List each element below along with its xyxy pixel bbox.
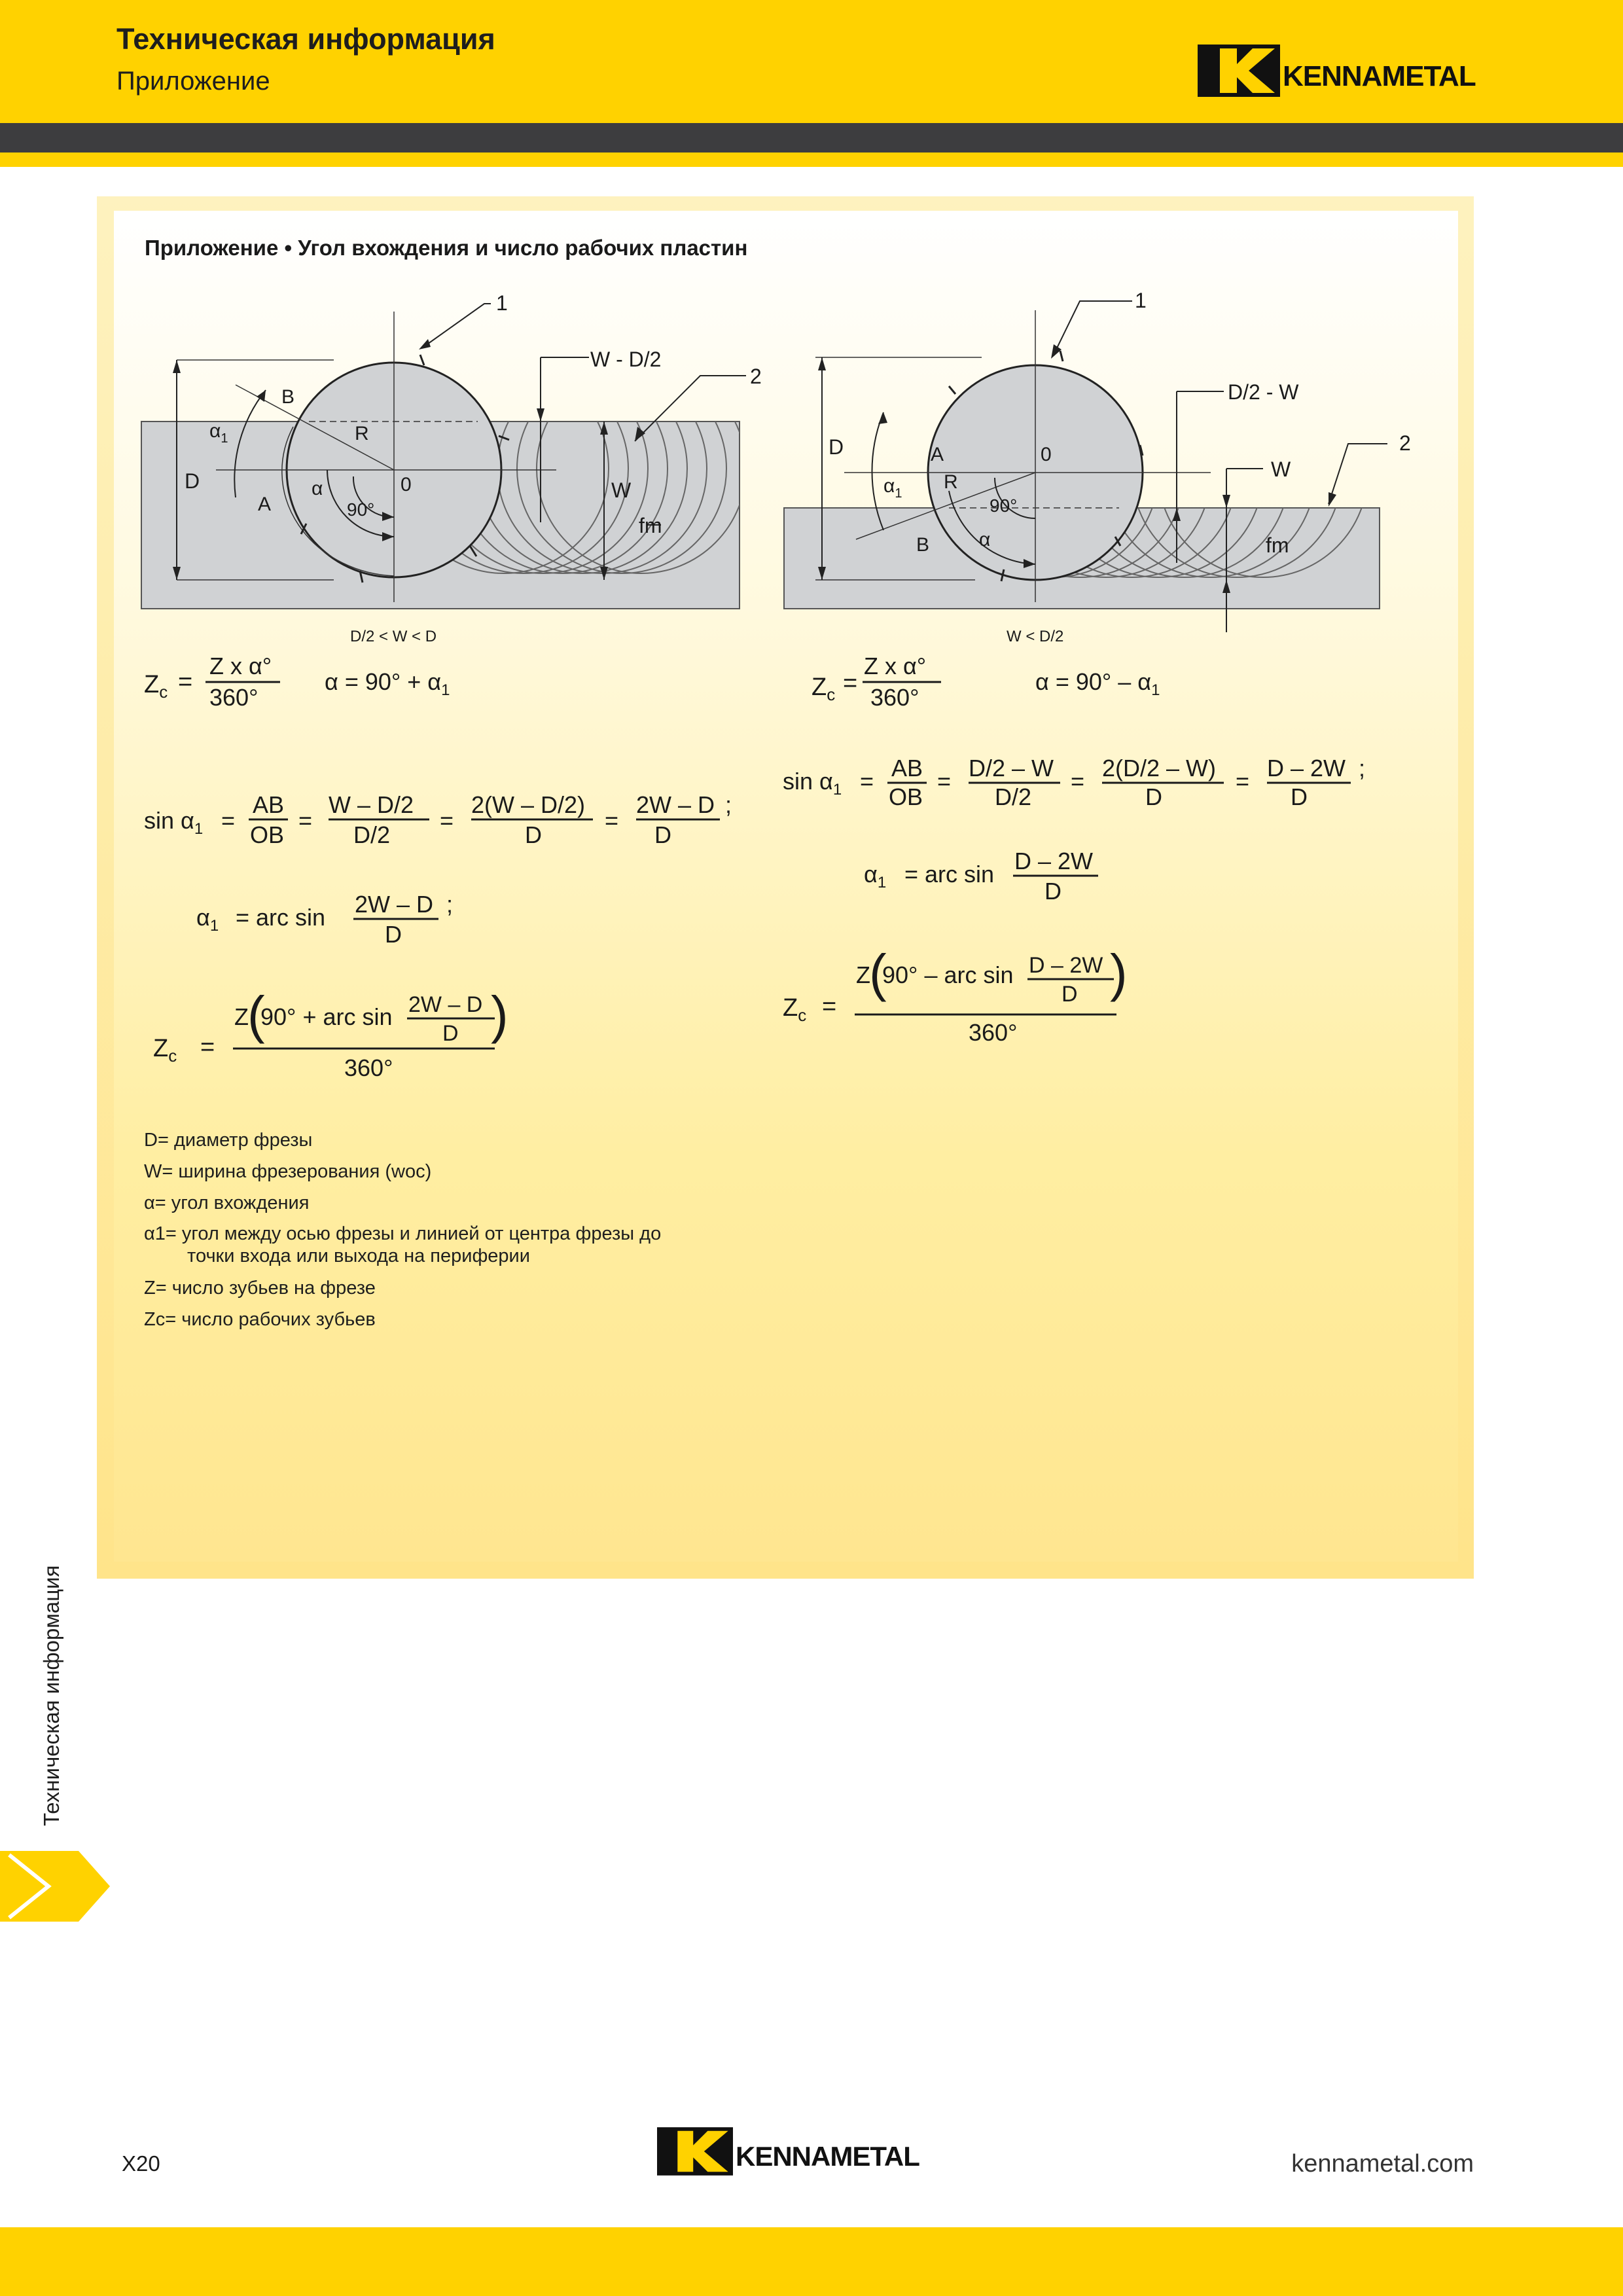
svg-text:D/2: D/2	[353, 821, 391, 848]
svg-text:α = 90° – α1: $\alpha = 90^\circ - \alpha_1$	[1035, 668, 1160, 699]
brand-logo	[1198, 45, 1476, 97]
svg-text:D: D	[1291, 783, 1308, 810]
diagram-caption: W < D/2	[1007, 628, 1064, 645]
formulas-left	[137, 648, 766, 1093]
callout-1: 1	[1135, 289, 1147, 312]
svg-text:=: =	[843, 670, 858, 697]
svg-text:α = 90° + α1: $\alpha = 90^\circ + \alpha_1$	[325, 668, 450, 699]
svg-text:OB: OB	[889, 783, 923, 810]
svg-text:D: D	[442, 1021, 459, 1046]
label-d: D	[185, 469, 200, 493]
svg-text:=: =	[1071, 768, 1085, 795]
formula-arcsin	[864, 848, 1098, 905]
svg-text:;: ;	[1359, 755, 1366, 781]
formula-sin-alpha1	[783, 755, 1365, 810]
svg-text:Z: Z	[856, 961, 870, 988]
svg-text:=: =	[1236, 768, 1250, 795]
label-90: 90°	[347, 499, 375, 520]
formula-arcsin	[196, 891, 453, 948]
label-d2-minus-w: D/2 - W	[1228, 380, 1299, 404]
svg-text:AB: AB	[891, 755, 923, 781]
legend-item: Z = число зубьев на фрезе	[144, 1278, 376, 1299]
legend-item: α = угол вхождения	[144, 1193, 310, 1213]
svg-text:2W – D: 2W – D	[408, 992, 483, 1017]
logo-text: KENNAMETAL	[1283, 60, 1476, 92]
svg-text:90° + arc sin: 90° + arc sin	[260, 1003, 393, 1030]
svg-text:D – 2W: D – 2W	[1267, 755, 1346, 781]
svg-text:): )	[491, 986, 508, 1044]
svg-text:D/2: D/2	[995, 783, 1032, 810]
footer-url[interactable]: kennametal.com	[1291, 2150, 1474, 2178]
svg-text:;: ;	[725, 791, 732, 818]
legend	[144, 1124, 661, 1335]
kennametal-k-icon	[1198, 45, 1280, 97]
svg-text:360°: 360°	[344, 1054, 393, 1081]
svg-text:D: D	[654, 821, 671, 848]
svg-text:;: ;	[446, 891, 454, 918]
label-r: R	[944, 471, 958, 493]
page-header	[0, 0, 1623, 123]
svg-text:=: =	[200, 1033, 215, 1061]
header-dark-stripe	[0, 123, 1623, 152]
svg-text:= arc sin: = arc sin	[236, 904, 326, 931]
label-alpha: α	[312, 478, 323, 499]
page-number: X20	[122, 2151, 160, 2176]
legend-item: α1 = угол между осью фрезы и линией от центра фрезы до	[144, 1223, 662, 1244]
svg-text:=: =	[298, 807, 313, 834]
svg-text:D: D	[1061, 982, 1078, 1007]
legend-item: W = ширина фрезерования (woc)	[144, 1161, 432, 1182]
svg-text:360°: 360°	[209, 684, 259, 711]
svg-text:90° – arc sin: 90° – arc sin	[882, 961, 1014, 988]
svg-text:2W – D: 2W – D	[636, 791, 715, 818]
svg-text:D: D	[1044, 878, 1061, 905]
label-fm: fm	[639, 514, 662, 537]
svg-text:sin α1: $\sin \alpha_1$	[144, 807, 204, 838]
callout-2: 2	[750, 365, 762, 388]
svg-text:Zc: $Z_c$	[812, 673, 836, 704]
svg-text:360°: 360°	[969, 1019, 1018, 1046]
legend-item-continued: точки входа или выхода на периферии	[187, 1246, 530, 1266]
header-accent-stripe	[0, 152, 1623, 167]
svg-text:α1: $\alpha_1$	[196, 904, 219, 935]
label-alpha: α	[979, 529, 991, 550]
label-alpha1: $\alpha_1$	[209, 420, 228, 446]
svg-text:2(W – D/2): 2(W – D/2)	[471, 791, 586, 818]
svg-text:W – D/2: W – D/2	[329, 791, 414, 818]
label-o: 0	[1041, 444, 1052, 465]
svg-text:(: (	[247, 986, 265, 1044]
formula-sin-alpha1	[144, 791, 732, 848]
callout-2: 2	[1399, 431, 1411, 455]
svg-text:OB: OB	[250, 821, 285, 848]
label-d: D	[829, 435, 844, 459]
svg-text:Zc: $Z_c$	[144, 671, 168, 702]
svg-text:Zc: $Z_c$	[783, 994, 807, 1025]
label-r: R	[355, 423, 369, 444]
svg-text:360°: 360°	[870, 684, 919, 711]
header-title: Техническая информация	[116, 22, 495, 56]
svg-text:AB: AB	[253, 791, 285, 818]
label-w: W	[1271, 457, 1291, 481]
svg-text:D: D	[385, 921, 402, 948]
svg-text:=: =	[937, 768, 952, 795]
logo-text: KENNAMETAL	[736, 2141, 919, 2172]
footer-logo	[657, 2126, 919, 2177]
side-tab-label: Техническая информация	[39, 1565, 63, 1826]
label-fm: fm	[1266, 533, 1289, 557]
label-b: B	[916, 534, 930, 556]
svg-text:D – 2W: D – 2W	[1014, 848, 1094, 874]
svg-text:Z: Z	[234, 1003, 249, 1030]
svg-text:sin α1: $\sin \alpha_1$	[783, 768, 842, 798]
svg-text:=: =	[440, 807, 454, 834]
svg-text:D: D	[525, 821, 542, 848]
svg-text:): )	[1110, 944, 1128, 1002]
diagram-caption: D/2 < W < D	[350, 628, 437, 645]
label-o: 0	[401, 474, 412, 495]
formula-zc-full	[783, 944, 1128, 1046]
svg-text:Z x α°: Z x α°	[864, 653, 927, 679]
label-a: A	[258, 493, 272, 515]
section-title: Приложение • Угол вхождения и число рабочих пластин	[145, 236, 748, 260]
svg-text:2W – D: 2W – D	[355, 891, 434, 918]
formulas-right	[779, 648, 1407, 1067]
legend-item: Zc = число рабочих зубьев	[144, 1309, 376, 1330]
svg-text:D/2 – W: D/2 – W	[969, 755, 1054, 781]
callout-1: 1	[496, 291, 508, 315]
svg-text:Z x α°: Z x α°	[209, 653, 272, 679]
svg-text:(: (	[869, 944, 887, 1002]
legend-item: D = диаметр фрезы	[144, 1130, 313, 1151]
svg-text:= arc sin: = arc sin	[904, 861, 995, 888]
label-w-minus-d2: W - D/2	[590, 348, 662, 371]
formula-zc	[144, 653, 280, 711]
formula-zc	[812, 653, 941, 711]
kennametal-k-icon	[657, 2126, 733, 2177]
svg-text:=: =	[860, 768, 874, 795]
svg-text:=: =	[221, 807, 236, 834]
svg-text:=: =	[822, 993, 837, 1020]
formula-zc-full	[153, 986, 508, 1081]
footer-band	[0, 2227, 1623, 2296]
label-90: 90°	[990, 495, 1018, 516]
header-subtitle: Приложение	[116, 67, 270, 96]
diagram-left	[137, 281, 762, 655]
svg-text:2(D/2 – W): 2(D/2 – W)	[1102, 755, 1217, 781]
formula-alpha	[1035, 668, 1160, 699]
label-w: W	[611, 478, 632, 502]
svg-text:D: D	[1145, 783, 1162, 810]
chevron-tab-icon	[0, 1851, 111, 1923]
formula-alpha	[325, 668, 450, 699]
svg-text:α1: $\alpha_1$	[864, 861, 887, 891]
svg-text:D – 2W: D – 2W	[1029, 953, 1103, 978]
svg-text:Zc: $Z_c$	[153, 1035, 177, 1066]
svg-text:=: =	[178, 668, 193, 696]
diagram-right	[779, 281, 1427, 655]
label-alpha1: $\alpha_1$	[883, 475, 902, 501]
label-a: A	[931, 444, 944, 465]
label-b: B	[281, 386, 295, 408]
svg-text:=: =	[605, 807, 619, 834]
